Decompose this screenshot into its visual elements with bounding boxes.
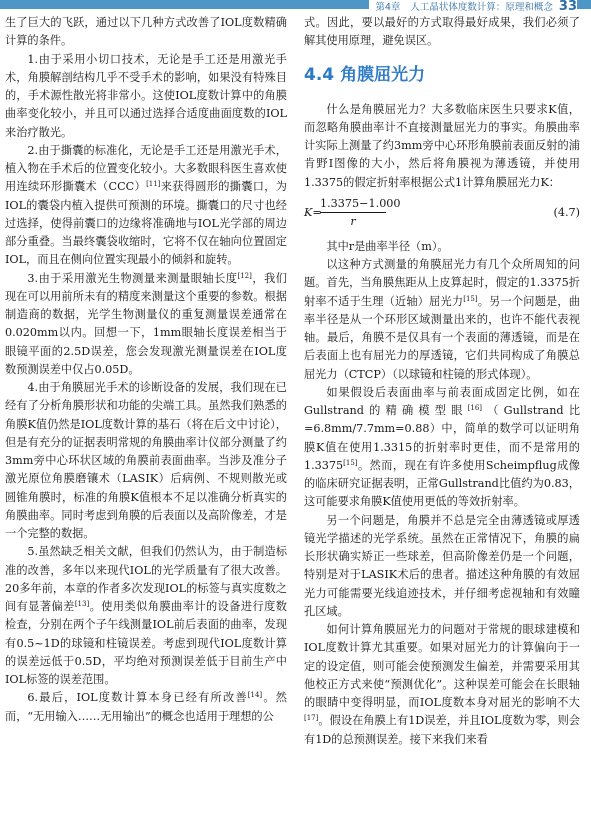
paragraph-gullstrand-a: 如果假设后表面曲率与前表面成固定比例，如在Gullstrand的精确模型眼	[304, 385, 580, 417]
equation-fraction	[320, 196, 401, 230]
paragraph-problems	[304, 256, 580, 384]
section-title: 角膜屈光力	[340, 64, 426, 85]
paragraph-4	[5, 270, 287, 380]
equation-numerator: 1.3375−1.000	[320, 196, 386, 213]
paragraph-calculation-b: 。假设在角膜上有1D误差，并且IOL度数为零，则会有1D的总预测误差。接下来我们来看	[304, 714, 580, 746]
section-number: 4.4	[304, 64, 335, 85]
running-header	[369, 0, 577, 14]
paragraph-problems-b: 。另一个问题是，曲率半径是从一个环形区域测量出来的，也许不能代表视轴。最后，角膜不是仅具有一个表面的薄透镜，而是在后表面上也有屈光力的厚透镜，它们共同构成了角膜总屈光力（CTCP）（以球镜和柱镜的形式体现）。	[304, 294, 580, 381]
citation-15-b: [15]	[343, 458, 358, 467]
equation-denominator: r	[350, 214, 356, 228]
paragraph-calculation	[304, 621, 580, 749]
paragraph-7-tail: 。然而，“无用输入……无用输出”的概念也适用于理想的公	[5, 691, 287, 723]
paragraph-7	[5, 689, 287, 726]
citation-15: [15]	[463, 294, 478, 303]
paragraph-6-tail: 。使用类似角膜曲率计的设备进行度数检查，分别在两个子午线测量IOL前后表面的曲率，发现有0.5~1D的球镜和柱镜误差。考虑到现代IOL度数计算的误差远低于0.5D，平均绝对预测误差低于目前生产中IOL标签的误差范围。	[5, 600, 287, 686]
left-column	[5, 14, 287, 726]
right-column	[304, 14, 580, 749]
paragraph-3	[5, 142, 287, 270]
paragraph-5: 4.由于角膜屈光手术的诊断设备的发展，我们现在已经有了分析角膜形状和功能的尖端工具。虽然我们熟悉的角膜K值仍然是IOL度数计算的基石（将在后文中讨论），但是有充分的证据表明常规的角膜曲率计仪部分测量了约3mm旁中心环状区域的角膜前表面曲率。当涉及准分子激光原位角膜磨镶术（LASIK）后病例、不规则散光或圆锥角膜时，标准的角膜K值根本不足以准确分析真实的角膜曲率。同时考虑到角膜的后表面以及高阶像差，才是一个完整的数据。	[5, 381, 287, 540]
chapter-label: 第4章	[375, 2, 401, 13]
paragraph-continued: 式。因此，要以最好的方式取得最好成果，我们必须了解其使用原理，避免误区。	[304, 16, 580, 48]
paragraph-6-text: 5.虽然缺乏相关文献，但我们仍然认为，由于制造标准的改善，多年以来现代IOL的光学质量有了很大改善。20多年前，本章的作者多次发现IOL的标签与真实度数之间有显著偏差	[5, 545, 287, 613]
citation-16: [16]	[467, 404, 483, 412]
paragraph-6	[5, 543, 287, 689]
equation-number: (4.7)	[553, 205, 580, 219]
section-heading	[304, 63, 580, 87]
equation-4-7	[304, 194, 580, 234]
paragraph-3-tail: 来获得圆形的撕囊口，为IOL的囊袋内植入提供可预测的环境。撕囊口的尺寸也经过选择，使得前囊口的边缘将准确地与IOL光学部的周边部分重叠。当最终囊袋收缩时，它将不仅在轴向位置固定IOL，而且在侧向位置实现最小的倾斜和旋转。	[5, 180, 287, 267]
paragraph-gullstrand-c: 。然而，现在有许多使用Scheimpflug成像的临床研究证据表明，正常Gullstrand比值约为0.83，这可能要求角膜K值使用更低的等效折射率。	[304, 458, 580, 509]
paragraph-4-tail: ，我们现在可以用前所未有的精度来测量这个重要的参数。根据制造商的数据，光学生物测量仪的重复测量误差通常在0.020mm以内。回想一下，1mm眼轴长度误差相当于眼镜平面的2.5D误差，您会发现激光测量误差在IOL度数预测误差中仅占0.05D。	[5, 271, 287, 376]
paragraph-1: 生了巨大的飞跃，通过以下几种方式改善了IOL度数精确计算的条件。	[5, 16, 287, 48]
paragraph-3-text: 2.由于撕囊的标准化，无论是手工还是用激光手术，植入物在手术后的位置变化较小。大多数眼科医生喜欢使用连续环形撕囊术（CCC）	[5, 143, 287, 194]
citation-13: [13]	[74, 600, 90, 608]
paragraph-what-is-power: 什么是角膜屈光力？大多数临床医生只要求K值，而忽略角膜曲率计不直接测量屈光力的事实。角膜曲率计实际上测量了约3mm旁中心环形角膜前表面反射的浦肯野Ⅰ图像的大小，然后将角膜视为薄透镜，并使用1.3375的假定折射率根据公式1计算角膜屈光力K：	[304, 102, 580, 189]
paragraph-calculation-a: 如何计算角膜屈光力的问题对于常规的眼球建模和IOL度数计算尤其重要。如果对屈光力的计算偏向于一定的设定值，则可能会使预测发生偏差，并需要采用其他校正方式来使“预测优化”。这种误差可能会在长眼轴的眼睛中变得明显，而IOL度数本身对屈光的影响不大	[304, 623, 580, 709]
equation-lhs: K=	[304, 205, 322, 219]
paragraph-where: 其中r是曲率半径（m）。	[326, 239, 449, 253]
citation-12: [12]	[237, 271, 252, 280]
paragraph-problems-a: 以这种方式测量的角膜屈光力有几个众所周知的问题。首先，当角膜焦距从上皮算起时，假定的1.3375折射率不适于生理（近轴）屈光力	[304, 258, 580, 308]
paragraph-gullstrand-b: （Gullstrand比=6.8mm/7.7mm=0.88）中，简单的数学可以证明角膜K值在使用1.3315的折射率时更佳，而不是常用的1.3375	[304, 404, 581, 472]
paragraph-2: 1.由于采用小切口技术，无论是手工还是用激光手术，角膜解剖结构几乎不受手术的影响，如果没有特殊目的，手术源性散光将非常小。这使IOL度数计算中的角膜曲率变化较小，并且可以通过选择合适度曲面度数的IOL来治疗散光。	[5, 52, 287, 139]
citation-11: [11]	[146, 180, 161, 189]
paragraph-7-text: 6.最后，IOL度数计算本身已经有所改善	[27, 691, 248, 705]
paragraph-gullstrand	[304, 384, 580, 512]
chapter-title: 人工晶状体度数计算：原理和概念	[410, 2, 553, 13]
paragraph-aberrations: 另一个问题是，角膜并不总是完全由薄透镜或厚透镜光学描述的光学系统。虽然在正常情况下，角膜的扁长形状确实矫正一些球差，但高阶像差仍是一个问题，特别是对于LASIK术后的患者。描述这种角膜的有效屈光力可能需要光线追迹技术，并仔细考虑视轴和有效瞳孔区域。	[304, 513, 580, 618]
citation-17: [17]	[304, 714, 319, 723]
paragraph-4-text: 3.由于采用激光生物测量来测量眼轴长度	[27, 271, 238, 285]
citation-14: [14]	[247, 691, 263, 700]
page-number: 33	[558, 0, 577, 14]
